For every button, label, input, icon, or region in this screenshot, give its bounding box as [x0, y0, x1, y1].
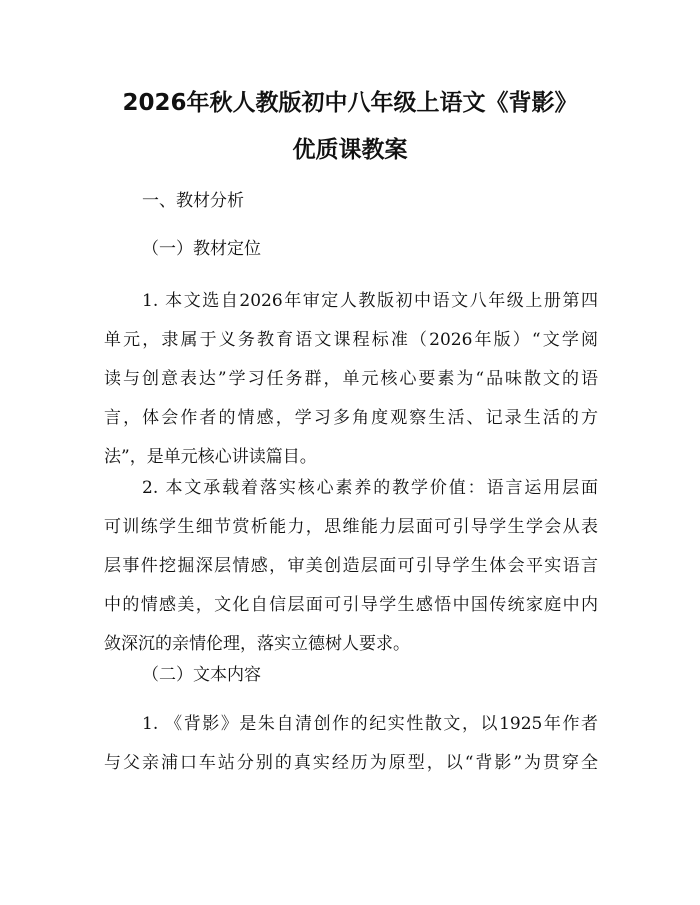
paragraph-1-line: 读与创意表达”学习任务群，单元核心要素为“品味散文的语 — [104, 369, 598, 389]
document-title-line-1: 2026年秋人教版初中八年级上语文《背影》 — [122, 90, 578, 116]
subsection-heading-text-content: （二）文本内容 — [142, 665, 261, 685]
paragraph-2-line: 层事件挖掘深层情感，审美创造层面可引导学生体会平实语言 — [104, 556, 598, 576]
paragraph-1 — [104, 282, 598, 477]
paragraph-2-line: 中的情感美，文化自信层面可引导学生感悟中国传统家庭中内 — [104, 595, 598, 615]
paragraph-1-line: 言，体会作者的情感，学习多角度观察生活、记录生活的方 — [104, 408, 598, 428]
subsection-heading-textbook-position: （一）教材定位 — [142, 239, 261, 259]
paragraph-2-line: 2. 本文承载着落实核心素养的教学价值：语言运用层面 — [142, 478, 598, 498]
paragraph-3 — [104, 705, 598, 783]
section-heading-textbook-analysis: 一、教材分析 — [142, 191, 244, 211]
paragraph-3-line: 与父亲浦口车站分别的真实经历为原型，以“背影”为贯穿全 — [104, 753, 598, 773]
document-title-line-2: 优质课教案 — [292, 137, 408, 163]
paragraph-1-line: 法”，是单元核心讲读篇目。 — [104, 447, 317, 467]
paragraph-3-line: 1. 《背影》是朱自清创作的纪实性散文，以1925年作者 — [142, 714, 598, 734]
paragraph-1-line: 单元，隶属于义务教育语文课程标准（2026年版）“文学阅 — [104, 330, 598, 350]
paragraph-2-line: 敛深沉的亲情伦理，落实立德树人要求。 — [104, 634, 410, 654]
paragraph-1-line: 1. 本文选自2026年审定人教版初中语文八年级上册第四 — [142, 291, 598, 311]
paragraph-2 — [104, 469, 598, 664]
paragraph-2-line: 可训练学生细节赏析能力，思维能力层面可引导学生学会从表 — [104, 517, 598, 537]
